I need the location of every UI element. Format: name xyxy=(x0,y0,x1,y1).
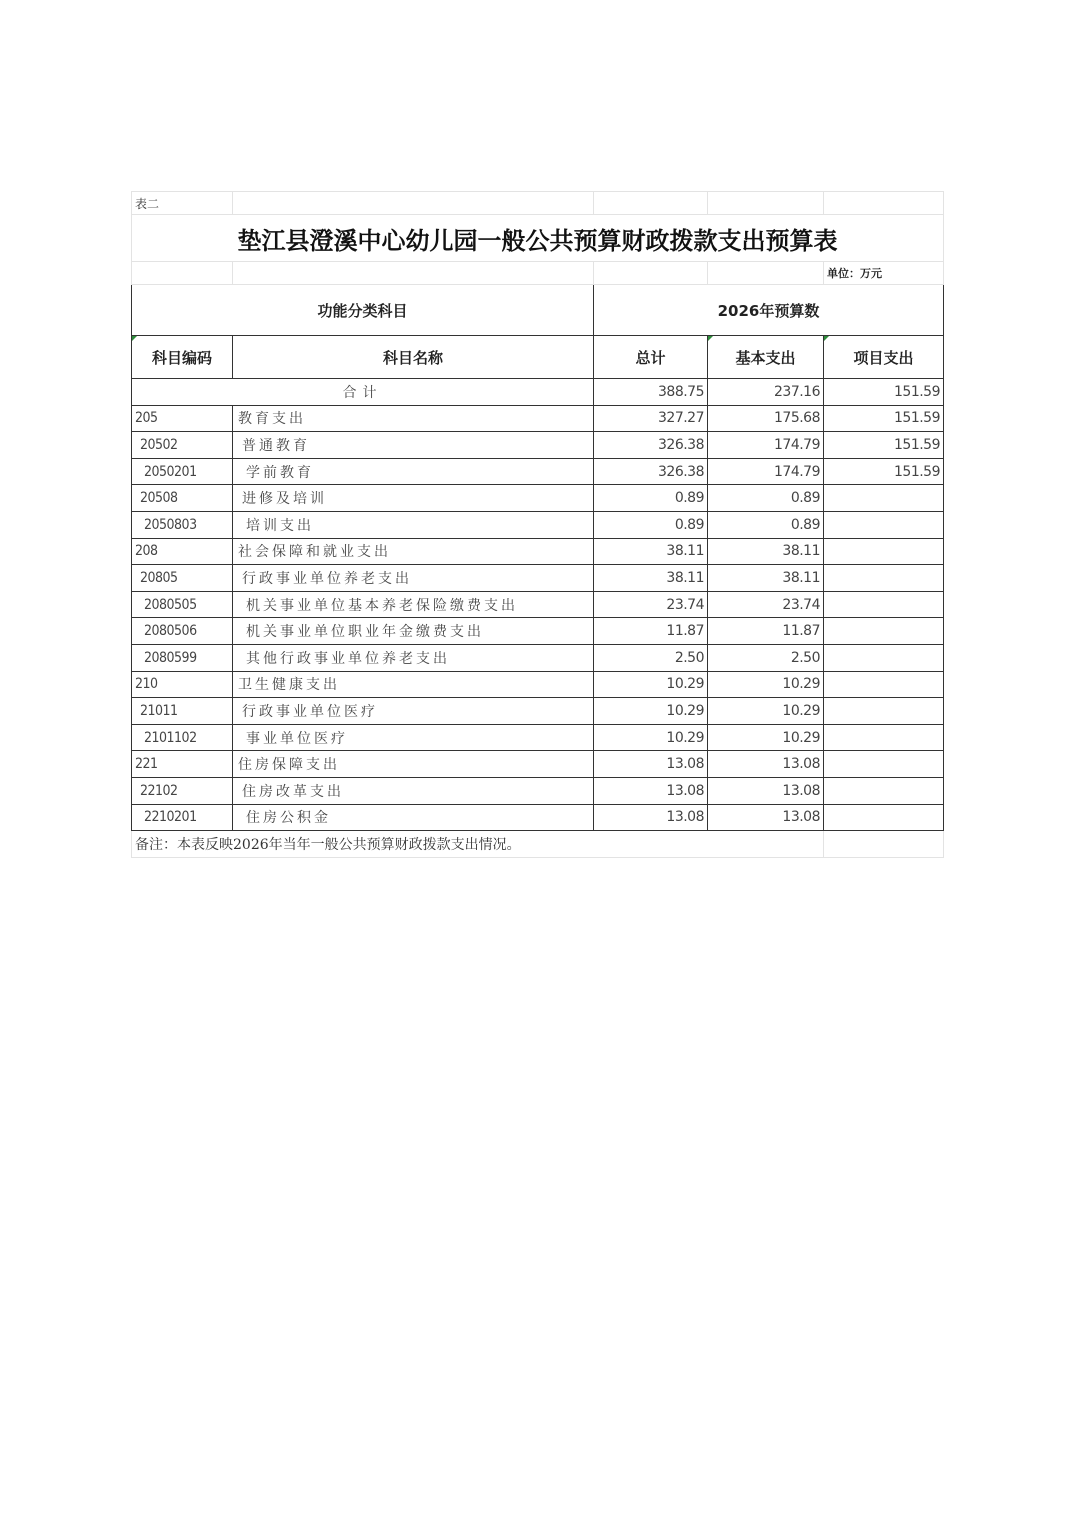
row-project: 151.59 xyxy=(824,432,944,459)
unit-label: 单位：万元 xyxy=(824,262,944,285)
table-row xyxy=(132,405,944,432)
row-basic: 10.29 xyxy=(708,724,824,751)
label-row xyxy=(132,192,944,215)
row-name: 事业单位医疗 xyxy=(233,724,594,751)
header-project: 项目支出 xyxy=(824,336,944,379)
row-total: 13.08 xyxy=(594,777,708,804)
row-name: 机关事业单位职业年金缴费支出 xyxy=(233,618,594,645)
header-budget-year: 2026年预算数 xyxy=(594,285,944,336)
row-name: 教育支出 xyxy=(233,405,594,432)
total-project: 151.59 xyxy=(824,379,944,406)
row-total: 326.38 xyxy=(594,432,708,459)
table-row xyxy=(132,698,944,725)
row-project xyxy=(824,618,944,645)
title-row xyxy=(132,215,944,262)
row-basic: 175.68 xyxy=(708,405,824,432)
row-total: 10.29 xyxy=(594,671,708,698)
row-total: 38.11 xyxy=(594,538,708,565)
row-name: 住房公积金 xyxy=(233,804,594,831)
row-total: 11.87 xyxy=(594,618,708,645)
total-basic: 237.16 xyxy=(708,379,824,406)
row-code: 22102 xyxy=(132,777,233,804)
page-title: 垫江县澄溪中心幼儿园一般公共预算财政拨款支出预算表 xyxy=(132,215,944,262)
row-total: 13.08 xyxy=(594,804,708,831)
row-basic: 13.08 xyxy=(708,804,824,831)
row-code: 21011 xyxy=(132,698,233,725)
table-row xyxy=(132,538,944,565)
table-row xyxy=(132,671,944,698)
table-row xyxy=(132,644,944,671)
row-project: 151.59 xyxy=(824,458,944,485)
row-code: 2050201 xyxy=(132,458,233,485)
row-total: 23.74 xyxy=(594,591,708,618)
row-code: 221 xyxy=(132,751,233,778)
row-basic: 38.11 xyxy=(708,565,824,592)
header-functional-class: 功能分类科目 xyxy=(132,285,594,336)
table-row xyxy=(132,458,944,485)
row-project xyxy=(824,804,944,831)
row-code: 2210201 xyxy=(132,804,233,831)
row-name: 住房保障支出 xyxy=(233,751,594,778)
row-project xyxy=(824,511,944,538)
header-basic: 基本支出 xyxy=(708,336,824,379)
row-code: 2080505 xyxy=(132,591,233,618)
row-basic: 174.79 xyxy=(708,458,824,485)
row-name: 社会保障和就业支出 xyxy=(233,538,594,565)
row-code: 2050803 xyxy=(132,511,233,538)
row-name: 机关事业单位基本养老保险缴费支出 xyxy=(233,591,594,618)
row-project xyxy=(824,724,944,751)
row-total: 10.29 xyxy=(594,724,708,751)
row-code: 2080506 xyxy=(132,618,233,645)
row-code: 20805 xyxy=(132,565,233,592)
row-name: 学前教育 xyxy=(233,458,594,485)
row-basic: 174.79 xyxy=(708,432,824,459)
table-row xyxy=(132,511,944,538)
header-code: 科目编码 xyxy=(132,336,233,379)
row-name: 培训支出 xyxy=(233,511,594,538)
row-total: 13.08 xyxy=(594,751,708,778)
unit-row xyxy=(132,262,944,285)
row-name: 卫生健康支出 xyxy=(233,671,594,698)
row-project xyxy=(824,565,944,592)
row-name: 住房改革支出 xyxy=(233,777,594,804)
row-name: 行政事业单位养老支出 xyxy=(233,565,594,592)
table-row xyxy=(132,777,944,804)
row-code: 20508 xyxy=(132,485,233,512)
row-name: 其他行政事业单位养老支出 xyxy=(233,644,594,671)
total-sum: 388.75 xyxy=(594,379,708,406)
row-project xyxy=(824,591,944,618)
header-group-row xyxy=(132,285,944,336)
row-code: 208 xyxy=(132,538,233,565)
row-total: 2.50 xyxy=(594,644,708,671)
budget-table xyxy=(131,191,944,858)
row-basic: 10.29 xyxy=(708,671,824,698)
header-name: 科目名称 xyxy=(233,336,594,379)
table-label: 表二 xyxy=(132,192,233,215)
row-project xyxy=(824,698,944,725)
row-basic: 38.11 xyxy=(708,538,824,565)
row-project xyxy=(824,671,944,698)
row-basic: 11.87 xyxy=(708,618,824,645)
row-project xyxy=(824,751,944,778)
header-total: 总计 xyxy=(594,336,708,379)
row-basic: 23.74 xyxy=(708,591,824,618)
row-basic: 13.08 xyxy=(708,777,824,804)
total-label: 合计 xyxy=(132,379,594,406)
row-code: 205 xyxy=(132,405,233,432)
row-code: 20502 xyxy=(132,432,233,459)
row-code: 210 xyxy=(132,671,233,698)
row-name: 进修及培训 xyxy=(233,485,594,512)
row-total: 0.89 xyxy=(594,485,708,512)
row-total: 327.27 xyxy=(594,405,708,432)
note-row xyxy=(132,831,944,858)
row-code: 2080599 xyxy=(132,644,233,671)
row-total: 10.29 xyxy=(594,698,708,725)
row-total: 326.38 xyxy=(594,458,708,485)
table-row xyxy=(132,432,944,459)
row-total: 38.11 xyxy=(594,565,708,592)
row-basic: 13.08 xyxy=(708,751,824,778)
header-column-row xyxy=(132,336,944,379)
row-basic: 0.89 xyxy=(708,485,824,512)
footnote: 备注：本表反映2026年当年一般公共预算财政拨款支出情况。 xyxy=(132,831,824,858)
row-project: 151.59 xyxy=(824,405,944,432)
row-name: 普通教育 xyxy=(233,432,594,459)
table-row xyxy=(132,591,944,618)
table-row xyxy=(132,751,944,778)
row-project xyxy=(824,538,944,565)
row-name: 行政事业单位医疗 xyxy=(233,698,594,725)
row-total: 0.89 xyxy=(594,511,708,538)
row-code: 2101102 xyxy=(132,724,233,751)
row-basic: 10.29 xyxy=(708,698,824,725)
budget-sheet xyxy=(131,191,943,858)
row-project xyxy=(824,485,944,512)
table-row xyxy=(132,804,944,831)
table-row xyxy=(132,485,944,512)
row-basic: 0.89 xyxy=(708,511,824,538)
total-row xyxy=(132,379,944,406)
row-project xyxy=(824,777,944,804)
row-basic: 2.50 xyxy=(708,644,824,671)
table-row xyxy=(132,618,944,645)
table-row xyxy=(132,724,944,751)
row-project xyxy=(824,644,944,671)
table-row xyxy=(132,565,944,592)
